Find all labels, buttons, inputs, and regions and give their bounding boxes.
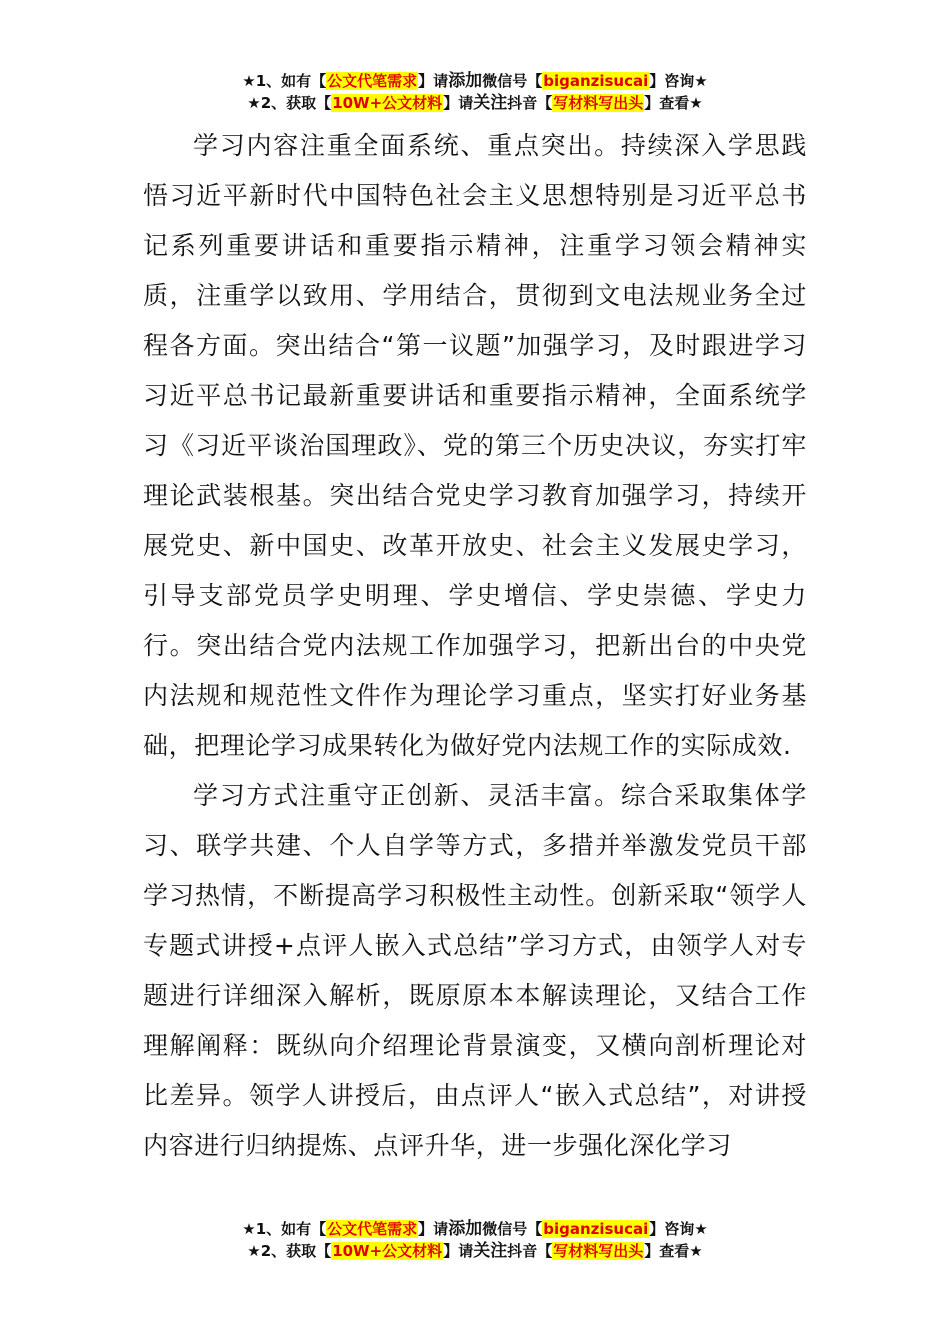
banner-highlight-materials: 10W+公文材料 xyxy=(332,94,443,112)
banner-emphasis: 添加 xyxy=(448,71,483,91)
top-banner xyxy=(0,70,950,114)
banner-text: 微信号【 xyxy=(482,1220,543,1238)
banner-highlight-wechat-id: biganzisucai xyxy=(543,1220,649,1238)
banner-highlight-douyin: 写材料写出头 xyxy=(553,94,644,112)
bottom-banner xyxy=(0,1218,950,1262)
document-body xyxy=(143,121,807,1171)
banner-emphasis: 添加 xyxy=(448,1219,483,1239)
paragraph-study-content: 学习内容注重全面系统、重点突出。持续深入学思践悟习近平新时代中国特色社会主义思想特别是习近平总书记系列重要讲话和重要指示精神，注重学习领会精神实质，注重学以致用、学用结合，贯彻到文电法规业务全过程各方面。突出结合“第一议题”加强学习，及时跟进学习习近平总书记最新重要讲话和重要指示精神，全面系统学习《习近平谈治国理政》、党的第三个历史决议，夯实打牢理论武装根基。突出结合党史学习教育加强学习，持续开展党史、新中国史、改革开放史、社会主义发展史学习，引导支部党员学史明理、学史增信、学史崇德、学史力行。突出结合党内法规工作加强学习，把新出台的中央党内法规和规范性文件作为理论学习重点，坚实打好业务基础，把理论学习成果转化为做好党内法规工作的实际成效. xyxy=(143,131,807,760)
banner-text: ★1、如有【 xyxy=(242,72,327,90)
banner-highlight-service: 公文代笔需求 xyxy=(327,1220,418,1238)
banner-highlight-douyin: 写材料写出头 xyxy=(553,1242,644,1260)
banner-text: 】请 xyxy=(418,72,449,90)
banner-line-1 xyxy=(0,1218,950,1240)
banner-text: 】查看★ xyxy=(644,1242,703,1260)
banner-text: ★1、如有【 xyxy=(242,1220,327,1238)
banner-text: 抖音【 xyxy=(507,1242,553,1260)
banner-text: 微信号【 xyxy=(482,72,543,90)
banner-emphasis: 关注 xyxy=(473,93,508,113)
banner-text: 抖音【 xyxy=(507,94,553,112)
banner-text: 】请 xyxy=(443,94,474,112)
banner-text: ★2、获取【 xyxy=(247,94,332,112)
banner-line-2 xyxy=(0,1240,950,1262)
banner-text: 】查看★ xyxy=(644,94,703,112)
paragraph-study-method: 学习方式注重守正创新、灵活丰富。综合采取集体学习、联学共建、个人自学等方式，多措并举激发党员干部学习热情，不断提高学习积极性主动性。创新采取“领学人专题式讲授+点评人嵌入式总结”学习方式，由领学人对专题进行详细深入解析，既原原本本解读理论，又结合工作理解阐释：既纵向介绍理论背景演变，又横向剖析理论对比差异。领学人讲授后，由点评人“嵌入式总结”，对讲授内容进行归纳提炼、点评升华，进一步强化深化学习 xyxy=(143,781,807,1160)
banner-line-2 xyxy=(0,92,950,114)
banner-text: 】咨询★ xyxy=(649,72,708,90)
banner-text: 】请 xyxy=(418,1220,449,1238)
banner-text: 】咨询★ xyxy=(649,1220,708,1238)
banner-highlight-service: 公文代笔需求 xyxy=(327,72,418,90)
banner-highlight-wechat-id: biganzisucai xyxy=(543,72,649,90)
banner-line-1 xyxy=(0,70,950,92)
banner-highlight-materials: 10W+公文材料 xyxy=(332,1242,443,1260)
banner-text: ★2、获取【 xyxy=(247,1242,332,1260)
banner-emphasis: 关注 xyxy=(473,1241,508,1261)
banner-text: 】请 xyxy=(443,1242,474,1260)
